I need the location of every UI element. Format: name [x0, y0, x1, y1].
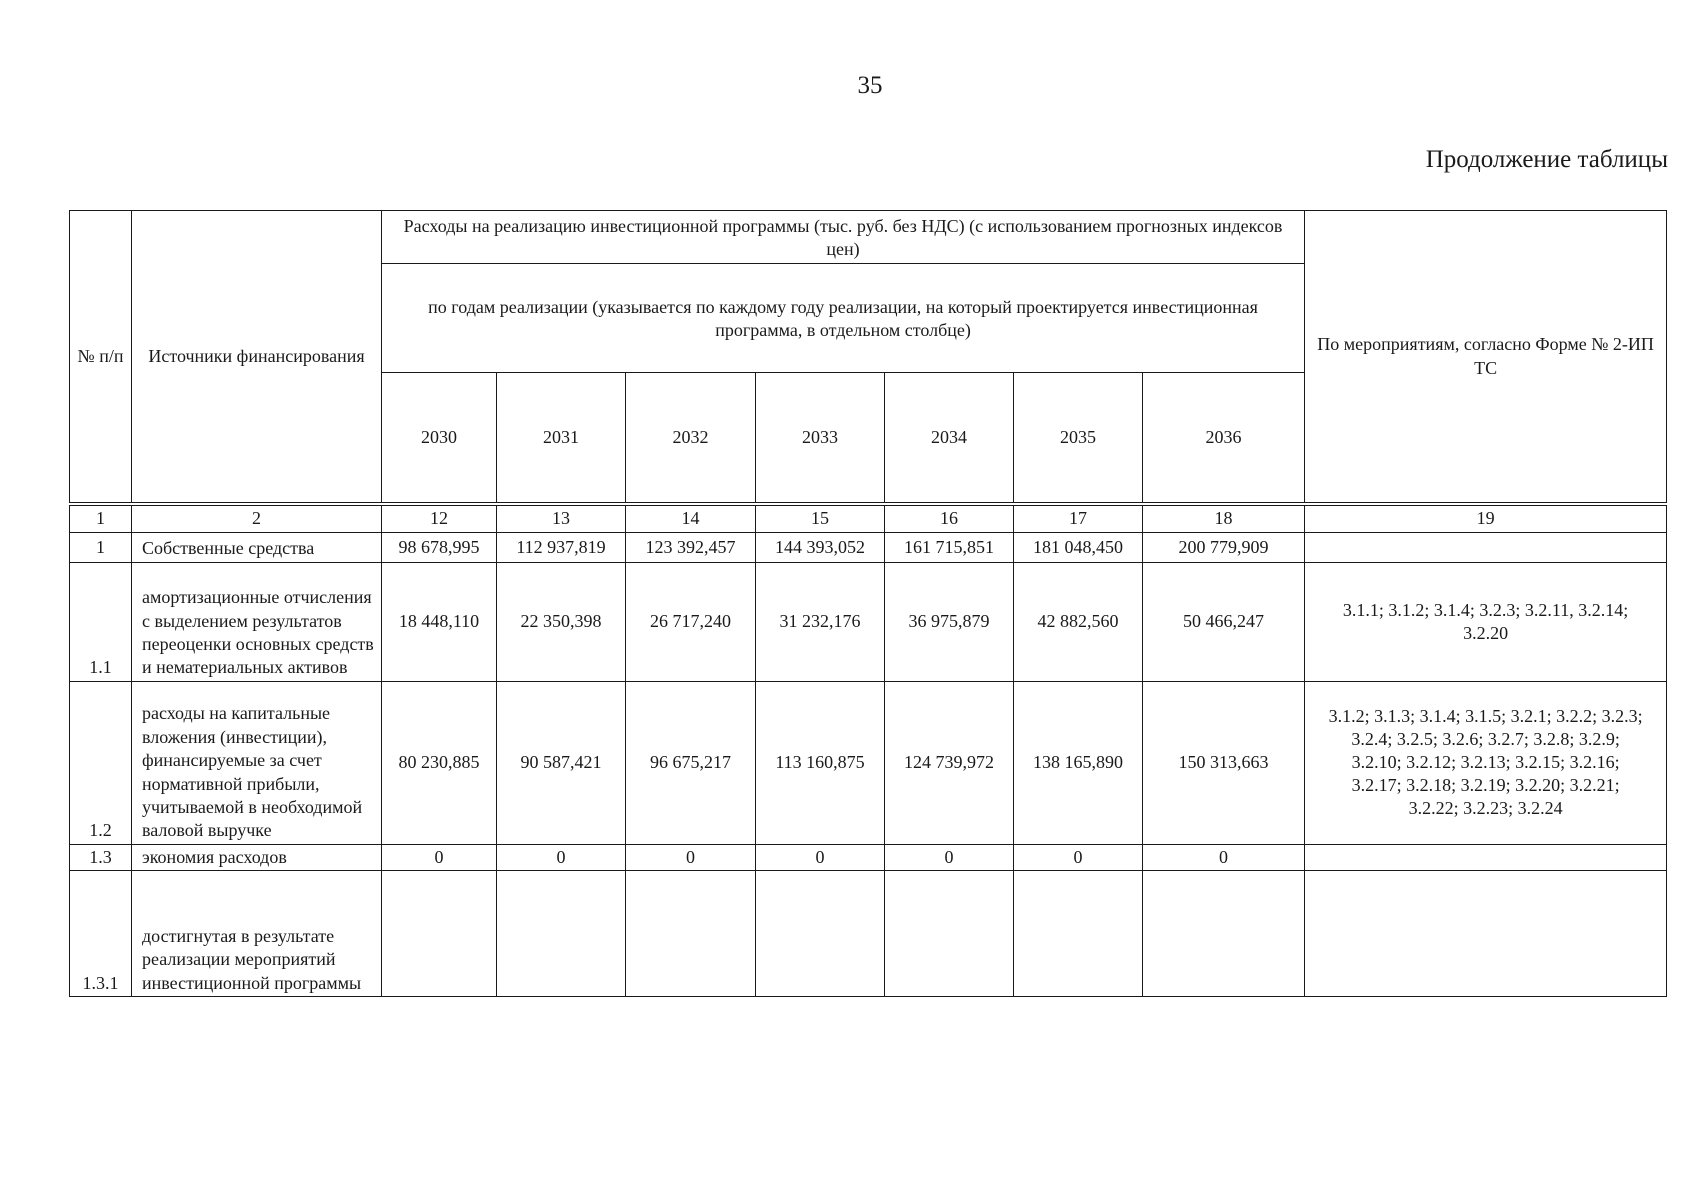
row-no: 1.2 — [70, 681, 132, 844]
row-no: 1.1 — [70, 562, 132, 681]
continuation-label: Продолжение таблицы — [1425, 146, 1668, 173]
column-numbers-row — [70, 504, 1667, 532]
row-value: 0 — [756, 844, 885, 870]
row-measures — [1305, 871, 1667, 997]
row-value: 22 350,398 — [497, 562, 626, 681]
row-value: 0 — [885, 844, 1014, 870]
header-year: 2031 — [497, 372, 626, 504]
row-value: 112 937,819 — [497, 532, 626, 562]
row-value: 36 975,879 — [885, 562, 1014, 681]
row-value: 150 313,663 — [1143, 681, 1305, 844]
row-value: 123 392,457 — [626, 532, 756, 562]
header-year: 2034 — [885, 372, 1014, 504]
row-value: 0 — [497, 844, 626, 870]
column-number: 14 — [626, 504, 756, 532]
column-number: 1 — [70, 504, 132, 532]
row-value: 0 — [382, 844, 497, 870]
row-value: 113 160,875 — [756, 681, 885, 844]
column-number: 18 — [1143, 504, 1305, 532]
row-measures: 3.1.1; 3.1.2; 3.1.4; 3.2.3; 3.2.11, 3.2.14; 3.2.20 — [1305, 562, 1667, 681]
row-value: 96 675,217 — [626, 681, 756, 844]
header-expenses: Расходы на реализацию инвестиционной программы (тыс. руб. без НДС) (с использованием прогнозных индексов цен) — [382, 211, 1305, 264]
row-source: амортизационные отчисления с выделением результатов переоценки основных средств и нематериальных активов — [132, 562, 382, 681]
row-value: 80 230,885 — [382, 681, 497, 844]
row-value: 0 — [1143, 844, 1305, 870]
row-value: 42 882,560 — [1014, 562, 1143, 681]
row-value: 144 393,052 — [756, 532, 885, 562]
header-measures: По мероприятиям, согласно Форме № 2-ИП ТС — [1305, 211, 1667, 505]
column-number: 12 — [382, 504, 497, 532]
row-value — [497, 871, 626, 997]
row-source: Собственные средства — [132, 532, 382, 562]
column-number: 16 — [885, 504, 1014, 532]
row-source: экономия расходов — [132, 844, 382, 870]
header-year: 2032 — [626, 372, 756, 504]
header-row-expenses — [70, 211, 1667, 264]
column-number: 13 — [497, 504, 626, 532]
row-value: 50 466,247 — [1143, 562, 1305, 681]
row-measures: 3.1.2; 3.1.3; 3.1.4; 3.1.5; 3.2.1; 3.2.2; 3.2.3; 3.2.4; 3.2.5; 3.2.6; 3.2.7; 3.2.8; 3.2.9; 3.2.10; 3.2.12; 3.2.13; 3.2.15; 3.2.16; 3.2.17; 3.2.18; 3.2.19; 3.2.20; 3.2.21; 3.2.22; 3.2.23; 3.2.24 — [1305, 681, 1667, 844]
row-value: 124 739,972 — [885, 681, 1014, 844]
header-by-years: по годам реализации (указывается по каждому году реализации, на который проектируется инвестиционная программа, в отдельном столбце) — [382, 263, 1305, 372]
row-measures — [1305, 844, 1667, 870]
financing-table — [69, 210, 1667, 997]
table-row — [70, 844, 1667, 870]
row-measures — [1305, 532, 1667, 562]
table-row — [70, 681, 1667, 844]
row-source: достигнутая в результате реализации мероприятий инвестиционной программы — [132, 871, 382, 997]
header-source: Источники финансирования — [132, 211, 382, 505]
row-value: 98 678,995 — [382, 532, 497, 562]
row-value — [756, 871, 885, 997]
header-year: 2035 — [1014, 372, 1143, 504]
row-no: 1.3.1 — [70, 871, 132, 997]
row-value: 0 — [626, 844, 756, 870]
row-value — [382, 871, 497, 997]
page-number: 35 — [857, 72, 883, 99]
row-value: 0 — [1014, 844, 1143, 870]
row-value: 181 048,450 — [1014, 532, 1143, 562]
row-value: 200 779,909 — [1143, 532, 1305, 562]
table-row — [70, 871, 1667, 997]
row-value: 31 232,176 — [756, 562, 885, 681]
row-value: 161 715,851 — [885, 532, 1014, 562]
row-value: 90 587,421 — [497, 681, 626, 844]
table-row — [70, 532, 1667, 562]
row-value: 138 165,890 — [1014, 681, 1143, 844]
row-value: 26 717,240 — [626, 562, 756, 681]
table-row — [70, 562, 1667, 681]
header-year: 2036 — [1143, 372, 1305, 504]
row-source: расходы на капитальные вложения (инвестиции), финансируемые за счет нормативной прибыли, учитываемой в необходимой валовой выручке — [132, 681, 382, 844]
column-number: 2 — [132, 504, 382, 532]
row-value — [1014, 871, 1143, 997]
header-year: 2033 — [756, 372, 885, 504]
row-value: 18 448,110 — [382, 562, 497, 681]
column-number: 17 — [1014, 504, 1143, 532]
row-no: 1.3 — [70, 844, 132, 870]
row-no: 1 — [70, 532, 132, 562]
column-number: 19 — [1305, 504, 1667, 532]
row-value — [885, 871, 1014, 997]
row-value — [626, 871, 756, 997]
row-value — [1143, 871, 1305, 997]
header-no: № п/п — [70, 211, 132, 505]
column-number: 15 — [756, 504, 885, 532]
header-year: 2030 — [382, 372, 497, 504]
